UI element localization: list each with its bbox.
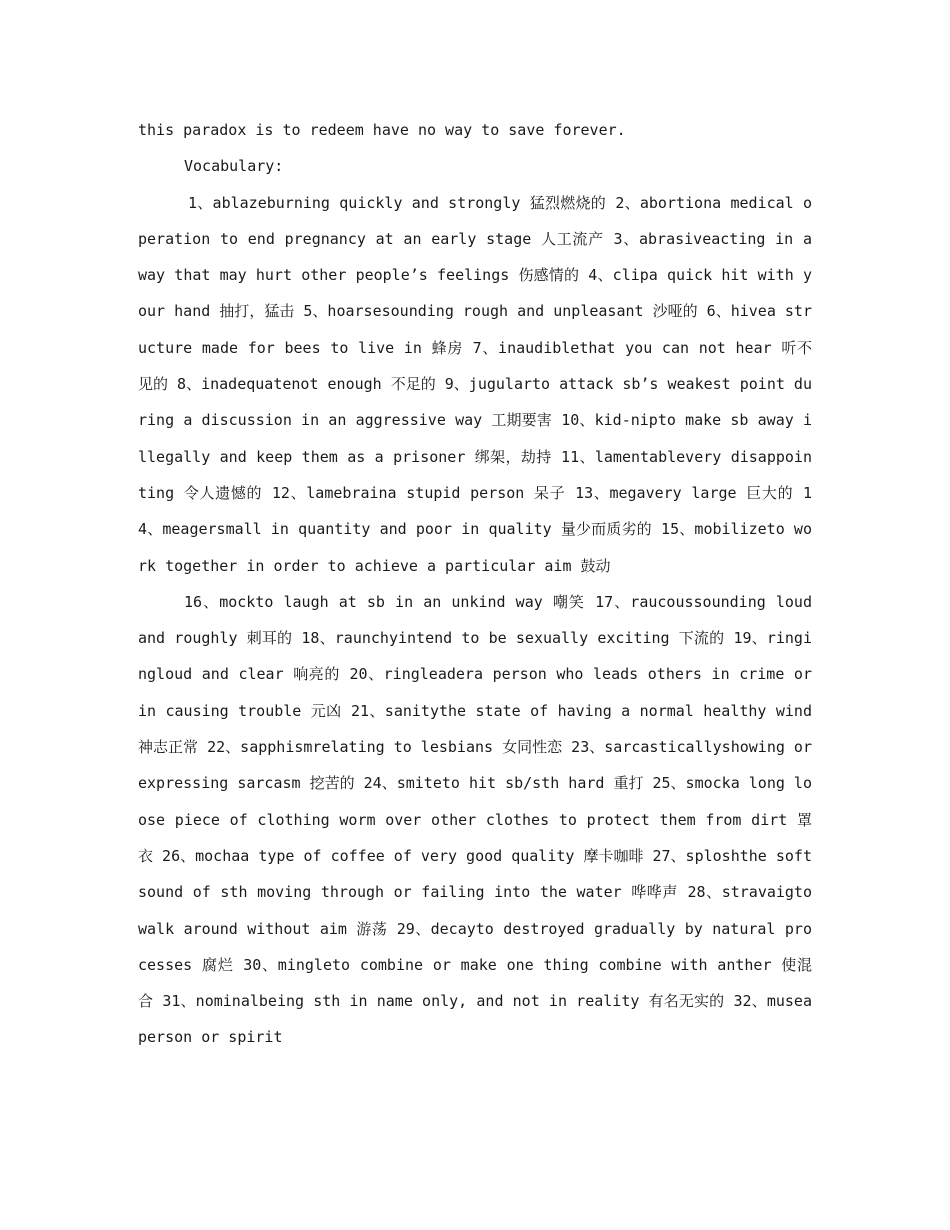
vocabulary-list-part-1: 1、ablazeburning quickly and strongly 猛烈燃烧的 2、abortiona medical operation to end pregnancy at an early stage 人工流产 3、abrasiveacting in a way that may hurt other people’s feelings 伤感情的 4、clipa quick hit with your hand 抽打，猛击 5、hoarsesounding rough and unpleasant 沙哑的 6、hivea structure made for bees to live in 蜂房 7、inaudiblethat you can not hear 听不见的 8、inadequatenot enough 不足的 9、jugularto attack sb’s weakest point during a discussion in an aggressive way 工期要害 10、kid-nipto make sb away illegally and keep them as a prisoner 绑架，劫持 11、lamentablevery disappointing 令人遗憾的 12、lamebraina stupid person 呆子 13、megavery large 巨大的 14、meagersmall in quantity and poor in quality 量少而质劣的 15、mobilizeto work together in order to achieve a particular aim 鼓动 <box>138 193 813 575</box>
vocabulary-heading: Vocabulary: <box>184 157 284 176</box>
paragraph-continuation: this paradox is to redeem have no way to save forever. <box>138 121 626 139</box>
document-page <box>138 112 812 1056</box>
vocabulary-list-part-2: 16、mockto laugh at sb in an unkind way 嘲笑 17、raucoussounding loud and roughly 刺耳的 18、raunchyintend to be sexually exciting 下流的 19、ringingloud and clear 响亮的 20、ringleadera person who leads others in crime or in causing trouble 元凶 21、sanitythe state of having a normal healthy wind 神志正常 22、sapphismrelating to lesbians 女同性恋 23、sarcasticallyshowing or expressing sarcasm 挖苦的 24、smiteto hit sb/sth hard 重打 25、smocka long loose piece of clothing worm over other clothes to protect them from dirt 罩衣 26、mochaa type of coffee of very good quality 摩卡咖啡 27、sploshthe soft sound of sth moving through or failing into the water 哗哗声 28、stravaigto walk around without aim 游荡 29、decayto destroyed gradually by natural processes 腐烂 30、mingleto combine or make one thing combine with anther 使混合 31、nominalbeing sth in name only, and not in reality 有名无实的 32、musea person or spirit <box>138 592 812 1047</box>
